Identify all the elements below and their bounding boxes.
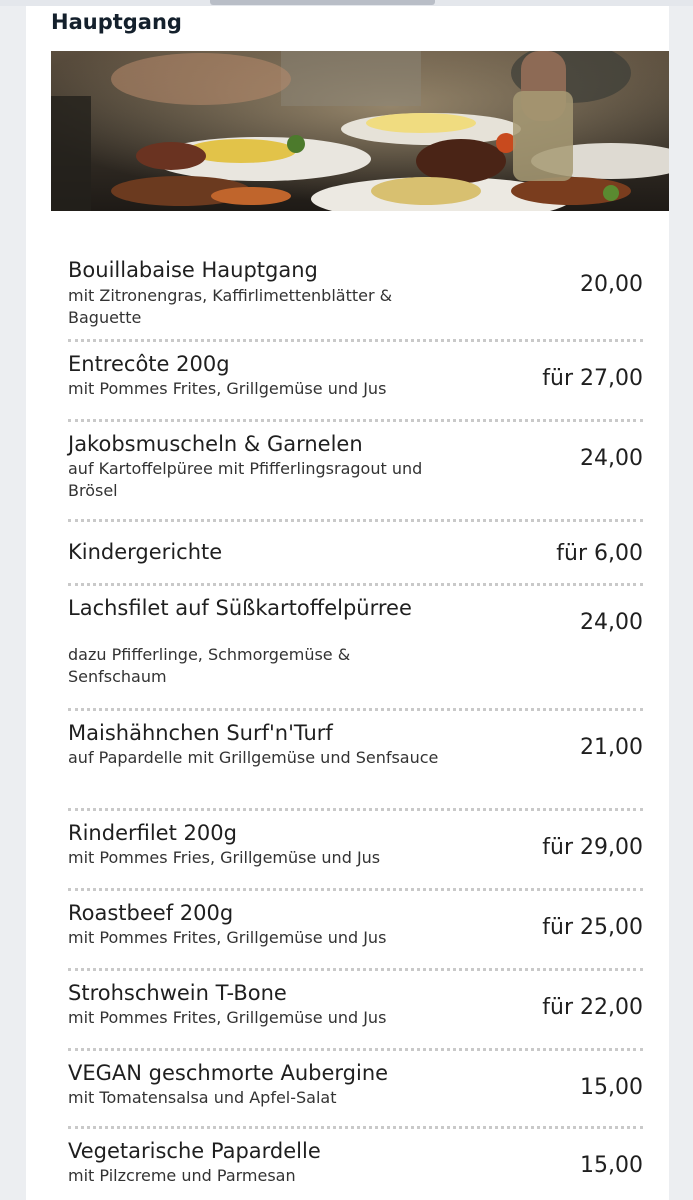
- menu-item-price: 21,00: [580, 735, 643, 760]
- menu-item-name: Entrecôte 200g: [68, 352, 230, 376]
- menu-item-description: mit Pommes Frites, Grillgemüse und Jus: [68, 379, 387, 398]
- menu-item-description: mit Zitronengras, Kaffirlimettenblätter & Baguette: [68, 286, 393, 327]
- menu-item-price: für 25,00: [542, 915, 643, 940]
- menu-item: [68, 811, 643, 891]
- menu-item-description: auf Kartoffelpüree mit Pfifferlingsragout und Brösel: [68, 459, 423, 500]
- menu-item: [68, 711, 643, 811]
- menu-item-price: für 22,00: [542, 995, 643, 1020]
- menu-item: [68, 891, 643, 971]
- menu-item-price: 24,00: [580, 610, 643, 635]
- menu-item-name: Lachsfilet auf Süßkartoffelpürree: [68, 596, 412, 620]
- menu-item: [68, 586, 643, 711]
- menu-item-price: 15,00: [580, 1075, 643, 1100]
- menu-item-description: mit Pommes Frites, Grillgemüse und Jus: [68, 1008, 387, 1027]
- menu-item-price: 24,00: [580, 446, 643, 471]
- menu-item-name: Rinderfilet 200g: [68, 821, 237, 845]
- food-photo-icon: [51, 51, 669, 211]
- menu-card: [26, 6, 669, 1200]
- menu-item-description: mit Pommes Fries, Grillgemüse und Jus: [68, 848, 381, 867]
- menu-item-description: mit Pommes Frites, Grillgemüse und Jus: [68, 928, 387, 947]
- menu-item-price: für 6,00: [556, 541, 643, 566]
- menu-item: [68, 248, 643, 342]
- menu-item: [68, 522, 643, 586]
- menu-item: [68, 1129, 643, 1200]
- menu-item-name: Maishähnchen Surf'n'Turf: [68, 721, 333, 745]
- menu-item-description: mit Pilzcreme und Parmesan: [68, 1166, 296, 1185]
- menu-item: [68, 1051, 643, 1129]
- menu-item-price: für 29,00: [542, 835, 643, 860]
- menu-item-price: 15,00: [580, 1153, 643, 1178]
- menu-item-name: VEGAN geschmorte Aubergine: [68, 1061, 389, 1085]
- menu-list: [68, 248, 643, 1200]
- menu-item-name: Jakobsmuscheln & Garnelen: [68, 432, 363, 456]
- menu-item-name: Kindergerichte: [68, 540, 223, 564]
- menu-item-description: mit Tomatensalsa und Apfel-Salat: [68, 1088, 337, 1107]
- menu-item-name: Bouillabaise Hauptgang: [68, 258, 318, 282]
- menu-item-description: auf Papardelle mit Grillgemüse und Senfsauce: [68, 748, 439, 767]
- menu-item: [68, 422, 643, 522]
- menu-item-name: Vegetarische Papardelle: [68, 1139, 321, 1163]
- scroll-indicator-thumb[interactable]: [210, 0, 435, 5]
- section-title: Hauptgang: [51, 10, 182, 34]
- menu-item: [68, 342, 643, 422]
- menu-item-description: dazu Pfifferlinge, Schmorgemüse & Senfschaum: [68, 645, 351, 686]
- hero-photo: [51, 51, 669, 211]
- menu-item: [68, 971, 643, 1051]
- menu-item-price: 20,00: [580, 272, 643, 297]
- menu-item-price: für 27,00: [542, 366, 643, 391]
- menu-item-name: Roastbeef 200g: [68, 901, 234, 925]
- menu-item-name: Strohschwein T-Bone: [68, 981, 287, 1005]
